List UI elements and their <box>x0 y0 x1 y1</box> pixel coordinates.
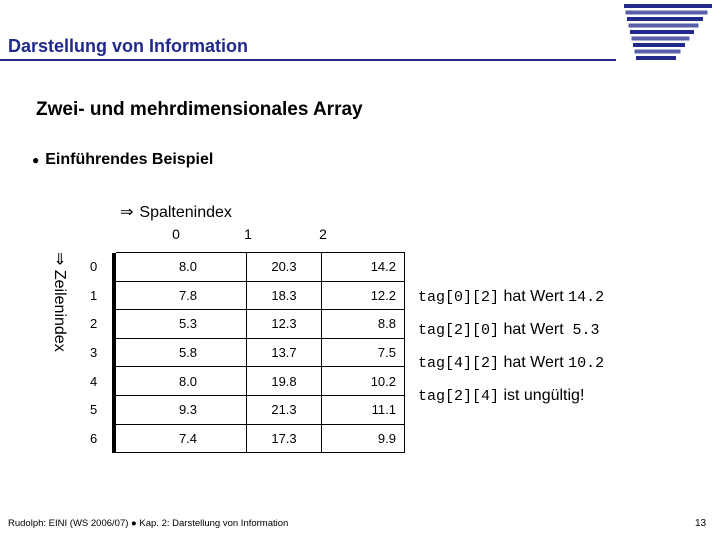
row-index-cell: 3 <box>90 345 98 361</box>
table-cell: 18.3 <box>247 281 322 310</box>
notes-list <box>418 288 604 420</box>
table-cell: 8.0 <box>116 367 247 396</box>
array-table <box>84 252 405 453</box>
table-row <box>84 253 405 282</box>
table-row <box>84 424 405 453</box>
row-index-cell: 6 <box>90 430 98 446</box>
row-index-cell: 4 <box>90 373 98 389</box>
logo-stripe <box>624 4 712 8</box>
table-cell: 20.3 <box>247 253 322 282</box>
down-arrow-icon: ⇒ <box>51 252 68 266</box>
row-index-caption <box>49 252 69 352</box>
table-row <box>84 367 405 396</box>
column-index-caption <box>120 202 232 222</box>
logo-stripe <box>630 30 694 34</box>
column-index-0: 0 <box>172 226 180 242</box>
row-caption-text: Zeilenindex <box>51 269 68 352</box>
note-text: ist ungültig! <box>499 387 585 404</box>
table-cell: 13.7 <box>247 338 322 367</box>
logo-stripe <box>627 17 703 21</box>
table-cell: 9.3 <box>116 395 247 424</box>
row-index-cell: 2 <box>90 316 98 332</box>
table-cell: 10.2 <box>322 367 405 396</box>
slide-header-title: Darstellung von Information <box>8 36 249 56</box>
table-row <box>84 310 405 339</box>
table-cell: 9.9 <box>322 424 405 453</box>
row-index-cell: 5 <box>90 402 98 418</box>
note-code: tag[4][2] <box>418 355 500 372</box>
note-text: hat Wert <box>499 354 569 371</box>
footer-text: Rudolph: EINI (WS 2006/07) ● Kap. 2: Darstellung von Information <box>8 518 289 529</box>
logo-stripe <box>629 24 699 28</box>
table-row <box>84 395 405 424</box>
table-row <box>84 338 405 367</box>
table-cell: 7.8 <box>116 281 247 310</box>
note-value: 14.2 <box>568 289 605 306</box>
table-cell: 11.1 <box>322 395 405 424</box>
table-cell: 17.3 <box>247 424 322 453</box>
table-cell: 14.2 <box>322 253 405 282</box>
logo-stripe <box>626 11 708 15</box>
page-number: 13 <box>695 518 707 529</box>
table-cell: 12.3 <box>247 310 322 339</box>
table-cell: 5.8 <box>116 338 247 367</box>
bullet-dot-icon: ● <box>32 153 40 167</box>
table-row <box>84 281 405 310</box>
logo-stripe <box>633 43 685 47</box>
logo-stripe <box>635 50 681 54</box>
note-item <box>418 321 604 354</box>
note-value: 5.3 <box>572 322 600 339</box>
table-cell: 19.8 <box>247 367 322 396</box>
column-caption-text: Spaltenindex <box>139 204 232 221</box>
logo-stripe <box>632 37 690 41</box>
right-arrow-icon: ⇒ <box>120 204 134 221</box>
note-value: 10.2 <box>568 355 605 372</box>
column-index-1: 1 <box>244 226 252 242</box>
table-cell: 7.4 <box>116 424 247 453</box>
note-code: tag[2][4] <box>418 388 500 405</box>
table-cell: 5.3 <box>116 310 247 339</box>
note-text: hat Wert <box>499 288 569 305</box>
column-index-2: 2 <box>319 226 327 242</box>
table-cell: 7.5 <box>322 338 405 367</box>
table-cell: 8.0 <box>116 253 247 282</box>
logo-stripe <box>636 56 676 60</box>
section-title: Zwei- und mehrdimensionales Array <box>36 99 363 120</box>
note-code: tag[0][2] <box>418 289 500 306</box>
note-item <box>418 354 604 387</box>
note-text: hat Wert <box>499 321 573 338</box>
university-logo-icon <box>618 0 720 64</box>
row-index-cell: 0 <box>90 259 98 275</box>
note-code: tag[2][0] <box>418 322 500 339</box>
header-divider <box>0 59 616 61</box>
note-item <box>418 387 604 420</box>
bullet-item <box>32 151 213 169</box>
note-item <box>418 288 604 321</box>
bullet-text: Einführendes Beispiel <box>45 151 214 168</box>
row-index-cell: 1 <box>90 287 98 303</box>
table-cell: 8.8 <box>322 310 405 339</box>
table-cell: 12.2 <box>322 281 405 310</box>
table-cell: 21.3 <box>247 395 322 424</box>
